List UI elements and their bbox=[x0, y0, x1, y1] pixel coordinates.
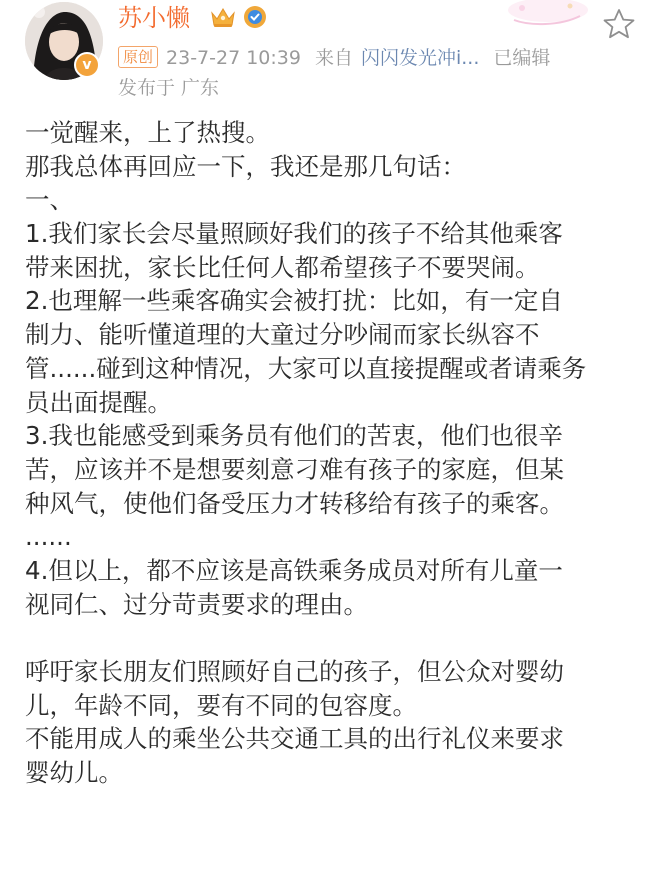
post-line: 带来困扰，家长比任何人都希望孩子不要哭闹。 bbox=[25, 252, 540, 282]
post-line: ...... bbox=[25, 522, 72, 552]
post-line: 员出面提醒。 bbox=[25, 387, 172, 417]
post-line: 苦，应该并不是想要刻意刁难有孩子的家庭，但某 bbox=[25, 454, 564, 484]
post-header bbox=[0, 0, 660, 110]
decoration-icon bbox=[500, 0, 592, 30]
edited-label[interactable]: 已编辑 bbox=[493, 47, 551, 69]
post-line: 儿，年龄不同，要有不同的包容度。 bbox=[25, 690, 417, 720]
post-line: 种风气，使他们备受压力才转移给有孩子的乘客。 bbox=[25, 488, 564, 518]
post-line: 制力、能听懂道理的大童过分吵闹而家长纵容不 bbox=[25, 320, 540, 350]
post-line: 1.我们家长会尽量照顾好我们的孩子不给其他乘客 bbox=[25, 219, 563, 249]
post-line: 呼吁家长朋友们照顾好自己的孩子，但公众对婴幼 bbox=[25, 657, 564, 686]
post-line: 2.也理解一些乘客确实会被打扰：比如，有一定自 bbox=[25, 286, 563, 316]
post-meta bbox=[118, 44, 550, 72]
post-body bbox=[25, 116, 645, 790]
source-prefix: 来自 bbox=[314, 47, 353, 69]
post-line: 视同仁、过分苛责要求的理由。 bbox=[25, 589, 368, 619]
post-line: 一、 bbox=[25, 185, 74, 215]
crown-icon bbox=[210, 5, 236, 29]
post-line: 不能用成人的乘坐公共交通工具的出行礼仪来要求 bbox=[25, 724, 564, 754]
post-line: 3.我也能感受到乘务员有他们的苦衷，他们也很辛 bbox=[25, 421, 563, 451]
post-line: 婴幼儿。 bbox=[25, 758, 123, 788]
original-badge: 原创 bbox=[118, 46, 158, 68]
post-line: 4.但以上，都不应该是高铁乘务成员对所有儿童一 bbox=[25, 555, 563, 585]
timestamp: 23-7-27 10:39 bbox=[166, 47, 301, 69]
post-blank-line bbox=[25, 621, 645, 655]
post-location: 发布于 广东 bbox=[118, 77, 220, 99]
vip-v-badge-icon: v bbox=[74, 52, 100, 78]
username-link[interactable]: 苏小懒 bbox=[118, 4, 190, 32]
verified-icon bbox=[243, 5, 267, 29]
post-line: 那我总体再回应一下，我还是那几句话： bbox=[25, 151, 466, 181]
post-line: 管......碰到这种情况，大家可以直接提醒或者请乘务 bbox=[25, 353, 587, 383]
source-link[interactable]: 闪闪发光冲i... bbox=[360, 47, 480, 69]
post-line: 一觉醒来，上了热搜。 bbox=[25, 118, 270, 147]
star-outline-icon[interactable] bbox=[602, 8, 636, 40]
